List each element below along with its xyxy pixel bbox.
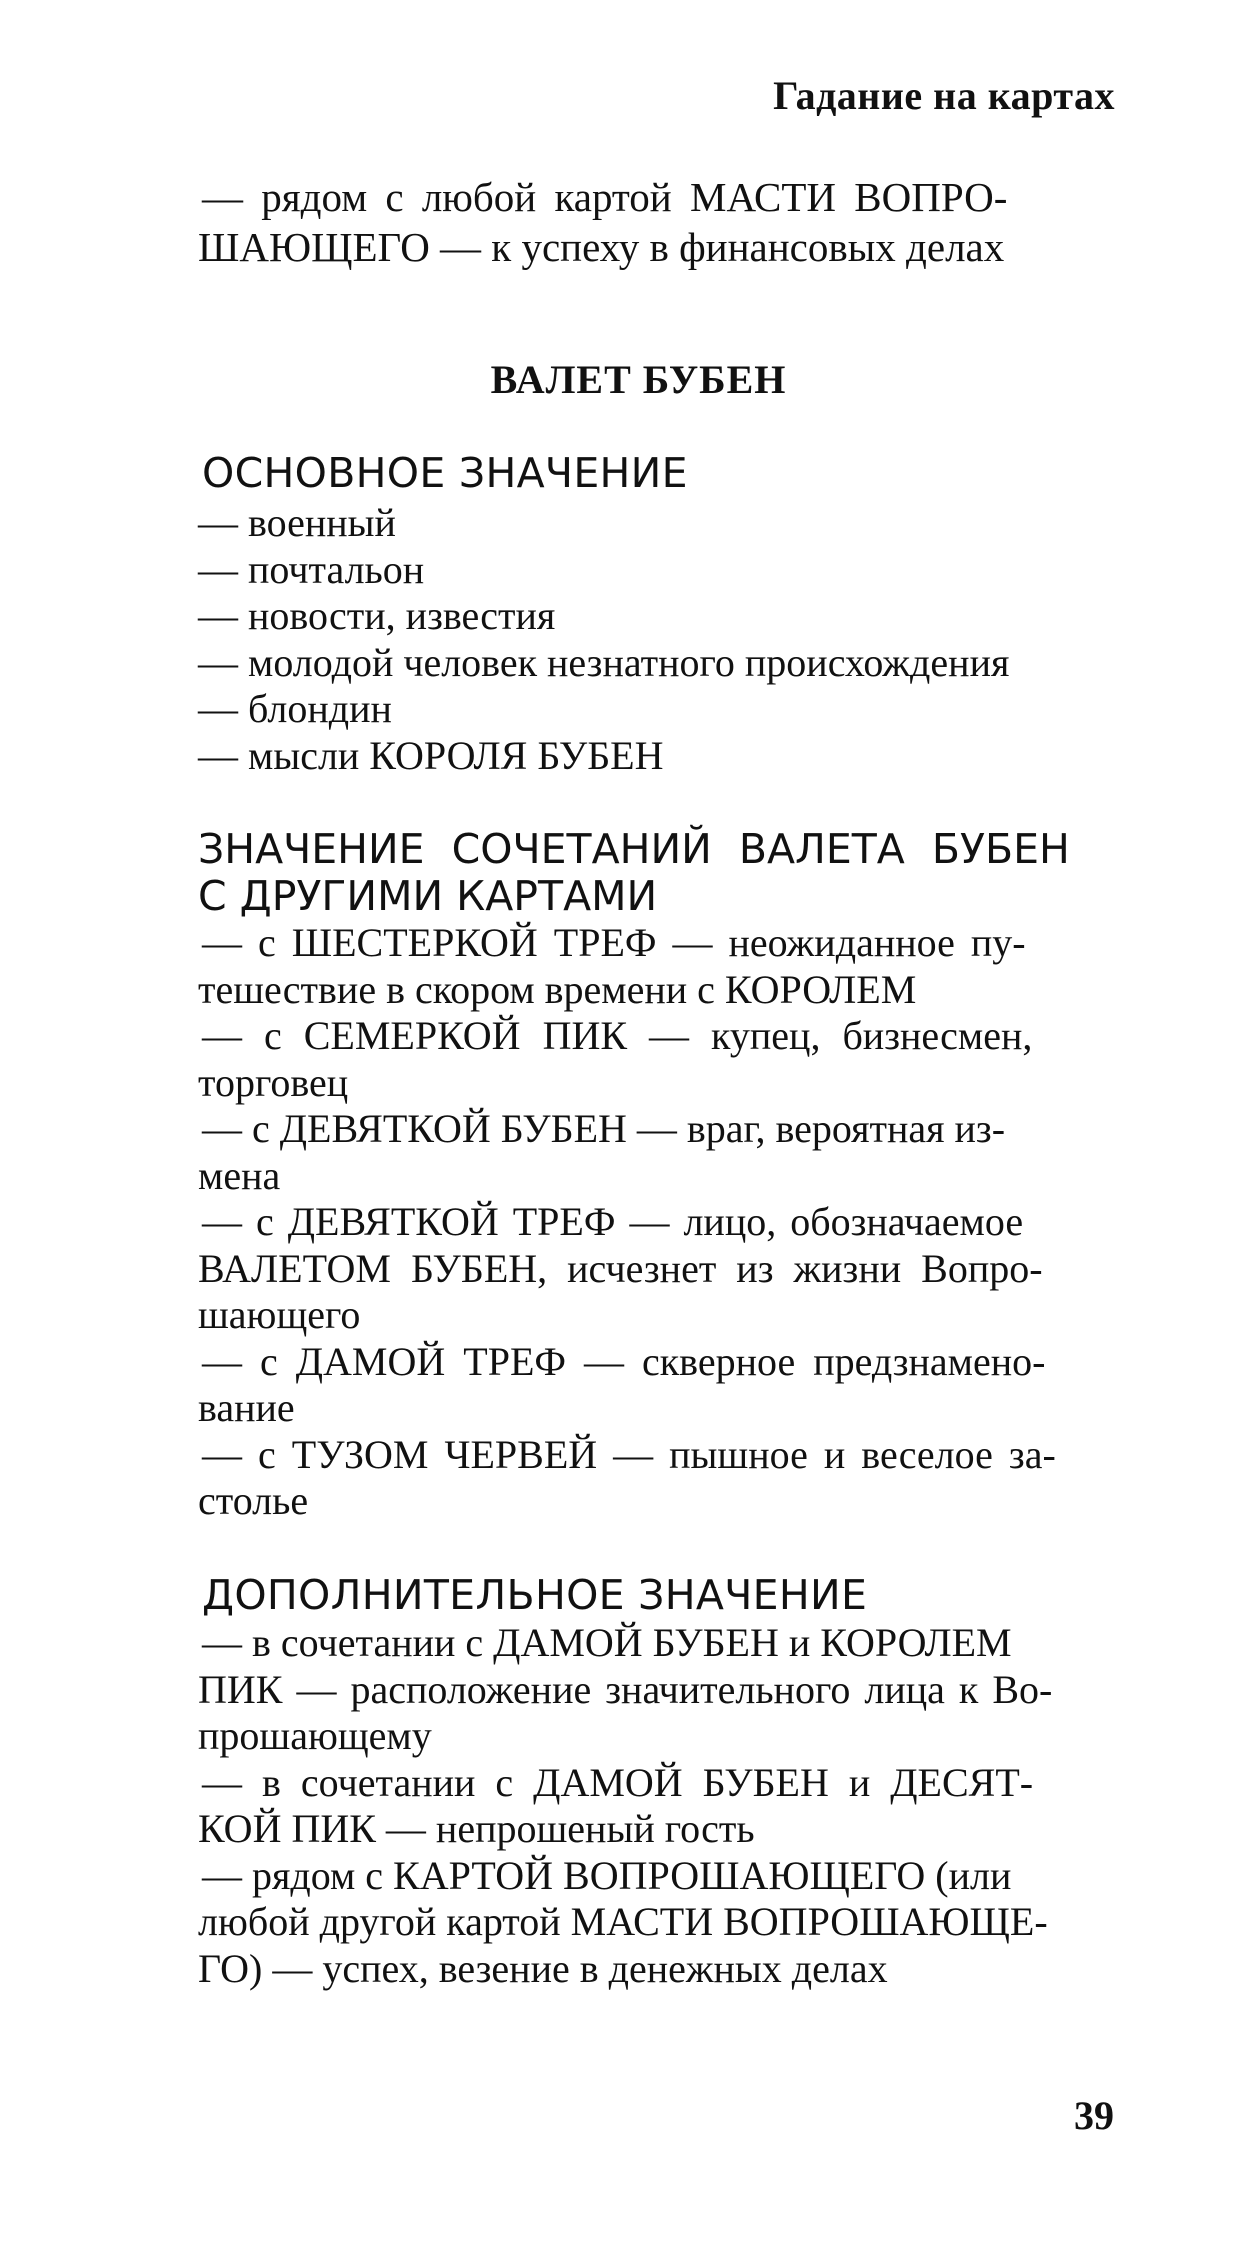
text-line: — с ТУЗОМ ЧЕРВЕЙ — пышное и веселое за- — [202, 1431, 1056, 1477]
text-line: вание — [198, 1385, 295, 1430]
text-line: ГО) — успех, везение в денежных делах — [198, 1945, 888, 1991]
card-heading-text: ВАЛЕТ БУБЕН — [490, 357, 787, 402]
text-line: — рядом с КАРТОЙ ВОПРОШАЮЩЕГО (или — [202, 1852, 1012, 1898]
combinations-title — [198, 826, 1113, 920]
text-line: шающего — [198, 1292, 361, 1337]
list-item: — новости, известия — [198, 593, 556, 638]
combinations-title-line: ЗНАЧЕНИЕ СОЧЕТАНИЙ ВАЛЕТА БУБЕН — [198, 825, 1070, 873]
text-line: — с ДЕВЯТКОЙ БУБЕН — враг, вероятная из- — [202, 1106, 1006, 1151]
card-heading — [0, 356, 1257, 403]
text-line: прошающему — [198, 1713, 432, 1758]
text-line: торговец — [198, 1059, 349, 1105]
text-line: любой другой картой МАСТИ ВОПРОШАЮЩЕ- — [198, 1899, 1048, 1944]
list-item: — военный — [198, 500, 396, 545]
text-line: столье — [198, 1478, 309, 1523]
combinations-text — [198, 920, 1113, 1525]
paragraph-line: ШАЮЩЕГО — к успеху в финансовых делах — [198, 224, 1005, 270]
list-item: — молодой человек незнатного происхождения — [198, 639, 1010, 685]
text-line: — в сочетании с ДАМОЙ БУБЕН и ДЕСЯТ- — [202, 1759, 1034, 1805]
running-head: Гадание на картах — [773, 73, 1115, 118]
combinations-title-line: С ДРУГИМИ КАРТАМИ — [198, 872, 658, 920]
list-item: — блондин — [198, 686, 392, 731]
text-line: ПИК — расположение значительного лица к Во- — [198, 1666, 1053, 1712]
text-line: — с ДАМОЙ ТРЕФ — скверное предзнамено- — [202, 1338, 1046, 1384]
continued-paragraph — [198, 172, 1113, 272]
main-meaning-title: ОСНОВНОЕ ЗНАЧЕНИЕ — [202, 449, 688, 497]
text-line: — с СЕМЕРКОЙ ПИК — купец, бизнесмен, — [202, 1013, 1033, 1058]
text-line: — с ШЕСТЕРКОЙ ТРЕФ — неожиданное пу- — [202, 920, 1026, 965]
text-line: мена — [198, 1152, 281, 1198]
text-line: тешествие в скором времени с КОРОЛЕМ — [198, 966, 917, 1012]
additional-meaning-text — [198, 1620, 1113, 1992]
text-line: — с ДЕВЯТКОЙ ТРЕФ — лицо, обозначаемое — [202, 1199, 1024, 1244]
main-meaning-list — [198, 500, 1113, 779]
text-line: КОЙ ПИК — непрошеный гость — [198, 1806, 755, 1851]
text-line: — в сочетании с ДАМОЙ БУБЕН и КОРОЛЕМ — [202, 1620, 1012, 1665]
list-item: — почтальон — [198, 546, 425, 592]
additional-meaning-title: ДОПОЛНИТЕЛЬНОЕ ЗНАЧЕНИЕ — [202, 1571, 868, 1619]
list-item: — мысли КОРОЛЯ БУБЕН — [198, 732, 664, 778]
paragraph-line: — рядом с любой картой МАСТИ ВОПРО- — [202, 174, 1008, 220]
page-number: 39 — [1074, 2093, 1114, 2138]
text-line: ВАЛЕТОМ БУБЕН, исчезнет из жизни Вопро- — [198, 1245, 1043, 1291]
